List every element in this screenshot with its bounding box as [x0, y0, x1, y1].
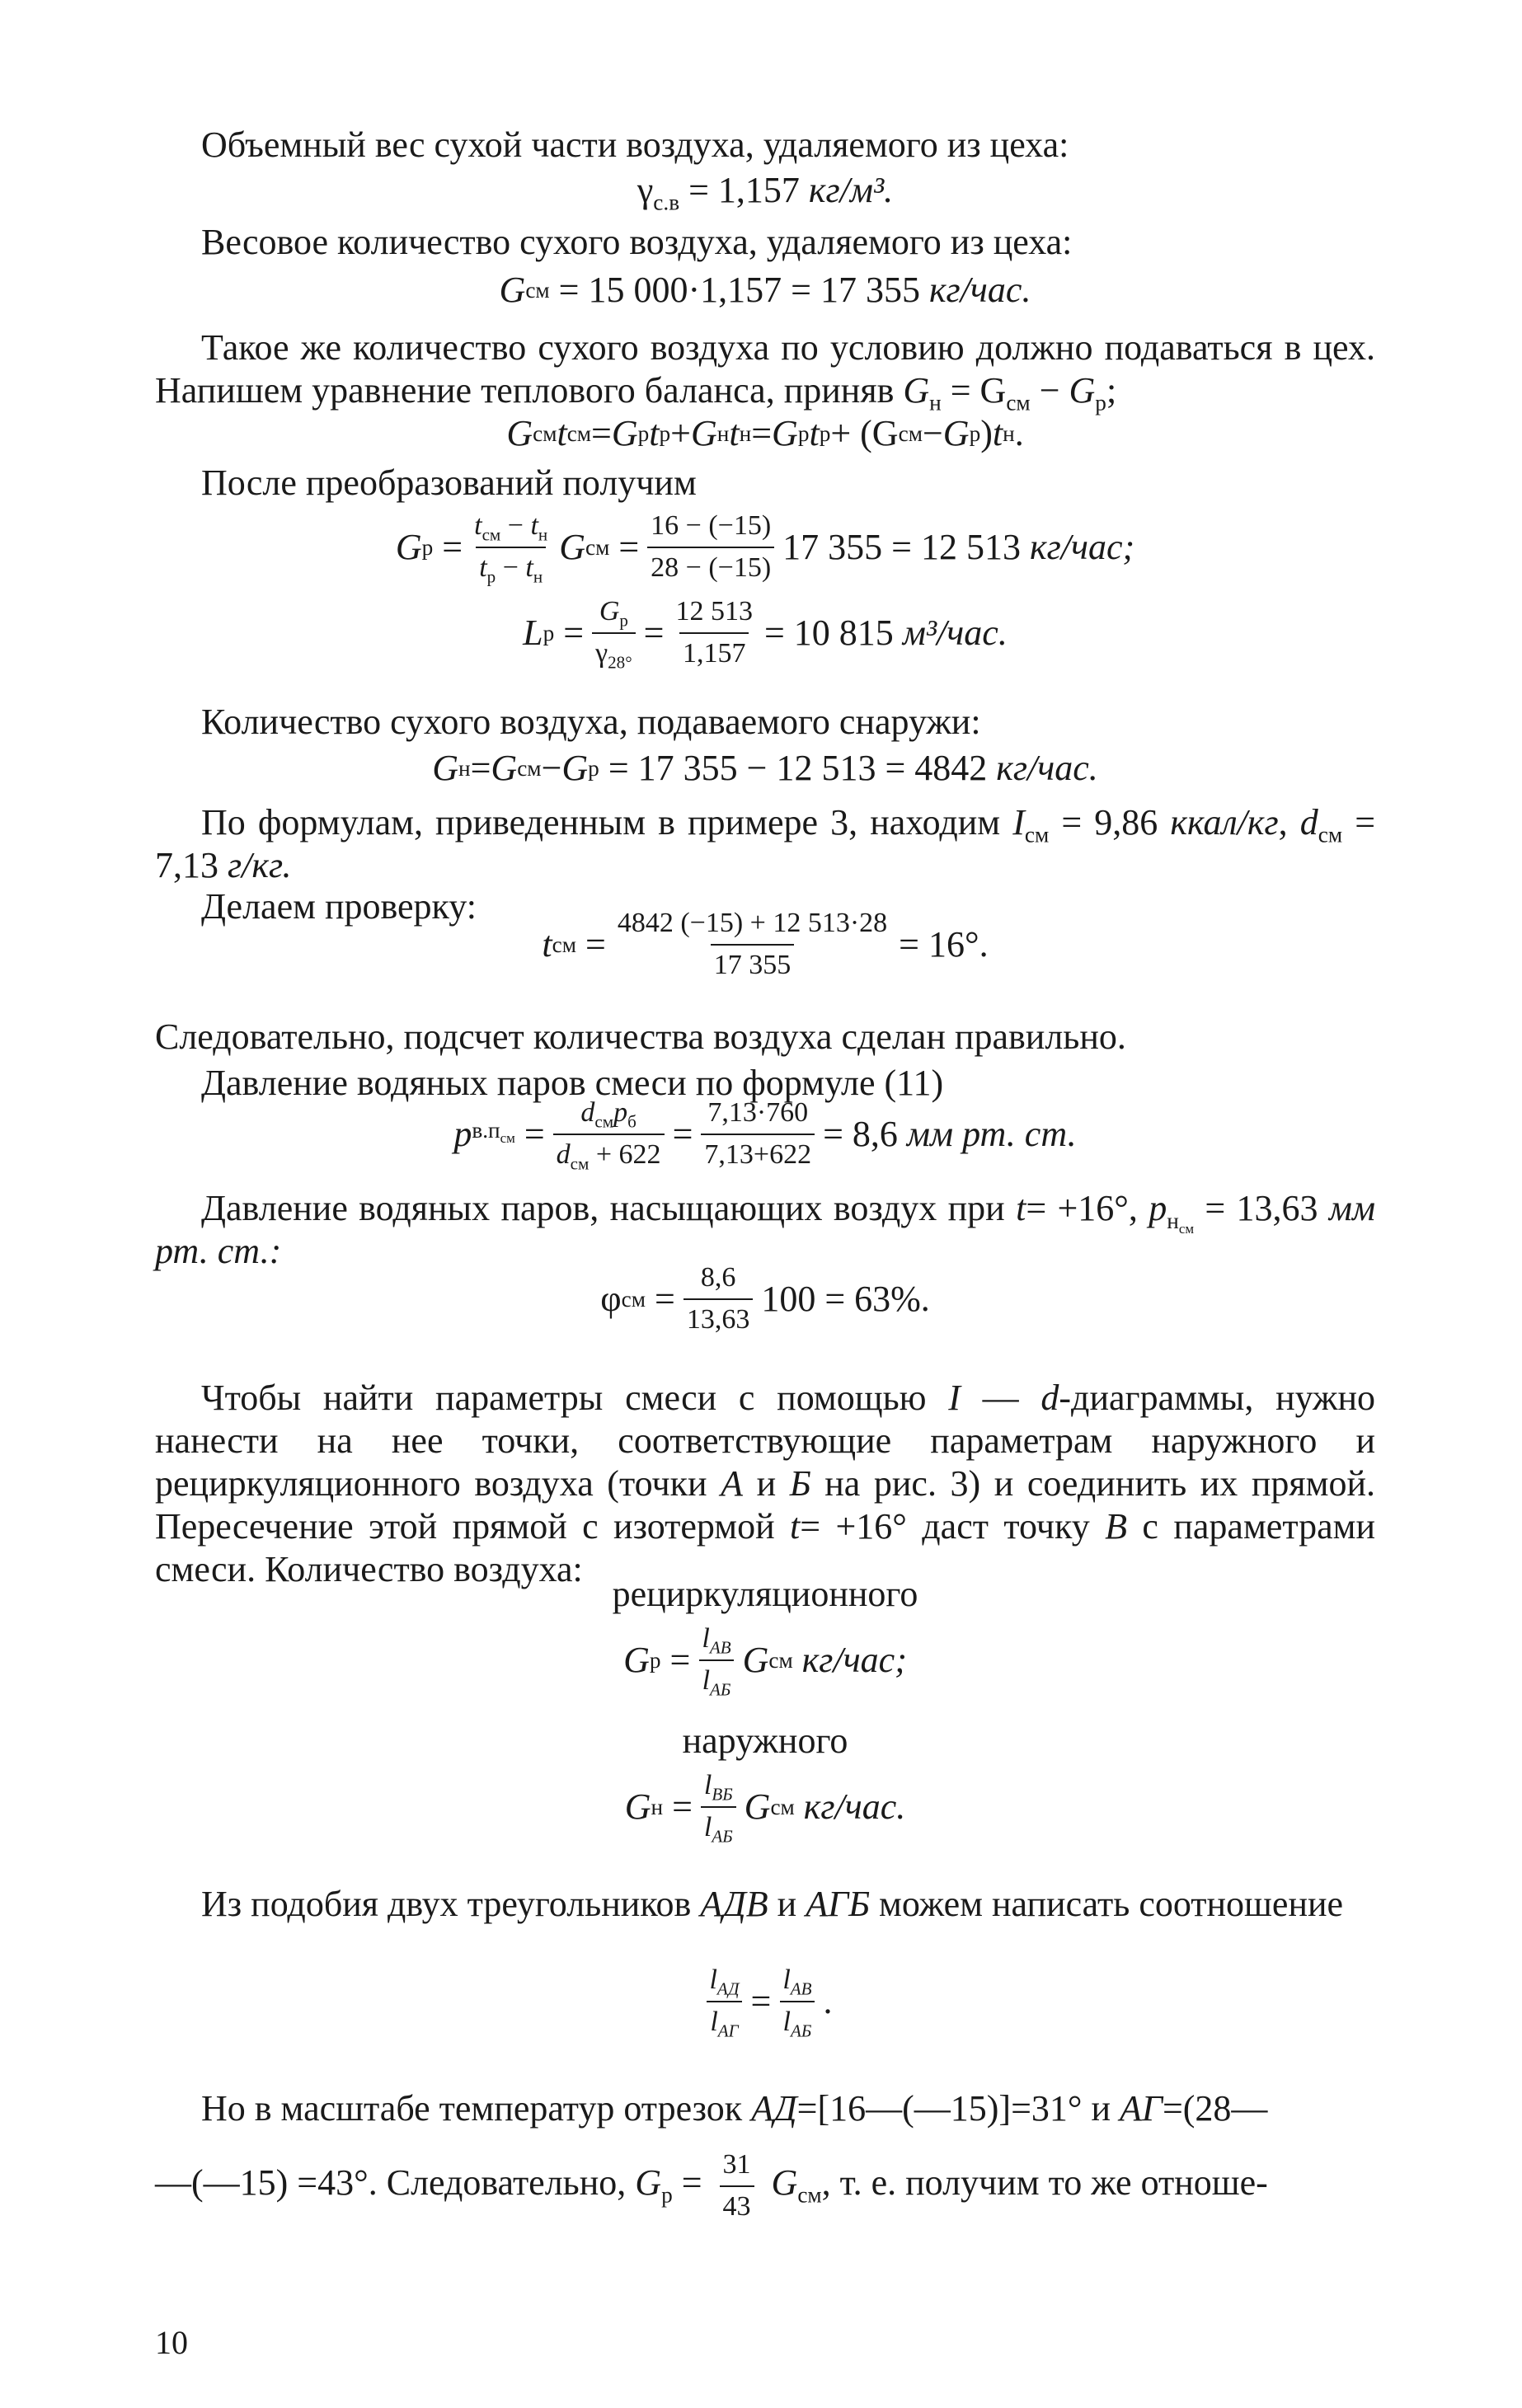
paragraph-6: По формулам, приведенным в примере 3, находим $I_{см} = 9,86$ ккал/кг, $d_{см} = 7,13$ г/кг.: [155, 802, 1376, 885]
lp-den: 1,157: [679, 632, 749, 671]
paragraph-13-text-a: Но в масштабе температур отрезок: [201, 2088, 743, 2129]
paragraph-11-text-d: даст точку: [922, 1505, 1090, 1547]
paragraph-13-line-2: —(—15) =43°. Следовательно, $G_р$ = $\frac{31}{43}$ $G_{см}$, т. е. получим то же отноше-: [155, 2148, 1375, 2224]
gp-num1: t: [474, 510, 482, 541]
paragraph-12: Из подобия двух треугольников АДВ и АГБ можем написать соотношение: [201, 1884, 1344, 1924]
formula-pressure: p $в.п_{см}$ = $\frac{d_{см}p_б}{d_{см} + 622}$ = $\frac{7,13\cdot 760}{7,13+622}$ = 8,6 мм рт. ст.: [453, 1097, 1077, 1174]
gp-fraction-1: $\frac{t_{см} - t_н}{t_р - t_н}$: [474, 510, 548, 587]
paragraph-1: [155, 124, 1375, 167]
gp-unit: кг/час;: [1029, 526, 1135, 567]
formula-heat-balance: G см t см = G р t р + G н t н = G р t р + (G см − G р ) t н .: [506, 413, 1024, 453]
p-sat-unit: мм рт. ст.:: [155, 1188, 1376, 1271]
similarity-fraction-1: $\frac{l_{АД}}{l_{АГ}}$: [706, 1964, 742, 2040]
gp-num2: 16 − (−15): [651, 510, 772, 541]
paragraph-13-text-c: т. е. получим то же отноше-: [839, 2162, 1268, 2203]
formula-gp-ratio: G р = $\frac{l_{АВ}}{l_{АБ}}$ G см кг/час;: [623, 1623, 907, 1700]
check-den: 17 355: [711, 944, 795, 983]
label-outer-text: наружного: [682, 1720, 848, 1761]
label-recirculation-text: рециркуляционного: [612, 1574, 918, 1614]
paragraph-6-text: По формулам, приведенным в примере 3, находим: [201, 802, 1001, 843]
paragraph-5: [155, 701, 1375, 744]
isum-value: = 9,86: [1061, 802, 1158, 843]
p-result: = 8,6: [823, 1113, 898, 1154]
gp-result: 17 355 = 12 513: [782, 526, 1021, 567]
ad-value: =[16—(—15)]=31° и: [796, 2088, 1111, 2129]
gsm-unit: кг/час.: [928, 270, 1031, 310]
phi-num: 8,6: [700, 1262, 736, 1293]
formula-gn: G н = G см − G р = 17 355 − 12 513 = 4842 кг/час.: [432, 748, 1098, 788]
paragraph-4-text: После преобразований получим: [201, 462, 697, 503]
paragraph-7-text: Делаем проверку:: [201, 886, 477, 927]
lp-num: 12 513: [675, 596, 753, 627]
formula-check: t см = $\frac{4842 (-15) + 12 513\cdot 28}{17 355}$ = 16°.: [155, 907, 1375, 983]
p-temp: = +16°,: [1026, 1188, 1138, 1228]
p-unit: мм рт. ст.: [906, 1113, 1077, 1154]
paragraph-11-text-e: с параметрами смеси. Количество воздуха:: [155, 1505, 1376, 1589]
phi-result: 100 = 63%.: [761, 1278, 930, 1319]
dsum-value: = 7,13: [155, 802, 1376, 885]
paragraph-10-text: Давление водяных паров, насыщающих воздух при: [201, 1188, 1005, 1228]
formula-gsm: G см = 15 000·1,157 = 17 355 кг/час.: [499, 270, 1031, 310]
lp-unit: м³/час.: [902, 612, 1008, 653]
paragraph-8: [155, 1016, 1375, 1058]
gn-result: = 17 355 − 12 513 = 4842: [608, 748, 988, 788]
formula-gn-ratio: G н = $\frac{l_{ВБ}}{l_{АБ}}$ G см кг/час.: [624, 1770, 906, 1847]
paragraph-5-text: Количество сухого воздуха, подаваемого снаружи:: [201, 702, 981, 742]
paragraph-11-text-a: Чтобы найти параметры смеси с помощью: [201, 1378, 927, 1418]
paragraph-1-text: Объемный вес сухой части воздуха, удаляемого из цеха:: [201, 124, 1069, 165]
gamma-value: = 1,157: [688, 170, 800, 210]
check-num: 4842 (−15) + 12 513·28: [617, 908, 888, 938]
paragraph-8-text: Следовательно, подсчет количества воздуха сделан правильно.: [155, 1016, 1126, 1057]
gn-ratio-unit: кг/час.: [803, 1786, 906, 1827]
p-den2: 7,13+622: [701, 1134, 815, 1172]
formula-phi: φ см = $\frac{8,6}{13,63}$ 100 = 63%.: [155, 1261, 1375, 1337]
gn-ratio-fraction: $\frac{l_{ВБ}}{l_{АБ}}$: [701, 1769, 736, 1845]
label-recirculation: [155, 1573, 1375, 1616]
paragraph-11: Чтобы найти параметры смеси с помощью I — d-диаграммы, нужно нанести на нее точки, соответствующие параметрам наружного и рециркуляционного воздуха (точки А и Б на рис. 3) и соединить их прямой. Пересечение этой прямой с изотермой t= +16° даст точку В с параметрами смеси. Количество воздуха:: [155, 1378, 1376, 1589]
paragraph-2: [155, 221, 1375, 264]
paragraph-11-text-b: -диаграммы, нужно нанести на нее точки, соответствующие параметрам наружного и рециркуляционного воздуха (точки: [155, 1378, 1375, 1504]
paragraph-10: Давление водяных паров, насыщающих воздух при t= +16°, $p_{н_{см}} = 13,63$ мм рт. ст.:: [155, 1188, 1376, 1271]
paragraph-3: Такое же количество сухого воздуха по условию должно подаваться в цех. Напишем уравнение теплового баланса, приняв $G_н = G_{см} - G_р$;: [155, 327, 1375, 415]
isum-unit: ккал/кг: [1170, 802, 1279, 843]
balance-rhs: (G: [860, 413, 899, 453]
phi-den: 13,63: [683, 1298, 754, 1337]
p-sat: = 13,63: [1205, 1188, 1318, 1228]
gn-unit: кг/час.: [996, 748, 1098, 788]
paragraph-2-text: Весовое количество сухого воздуха, удаляемого из цеха:: [201, 222, 1073, 262]
ag-value: =(28—: [1162, 2088, 1268, 2129]
gamma-unit: кг/м³.: [808, 170, 894, 210]
formula-similarity: $\frac{l_{АД}}{l_{АГ}}$ = $\frac{l_{АВ}}{l_{АБ}}$ .: [155, 1964, 1375, 2040]
gp-den2: 28 − (−15): [647, 547, 774, 585]
formula-gp: G р = $\frac{t_{см} - t_н}{t_р - t_н}$ G см = $\frac{16 - (-15)}{28 - (-15)}$ 17 355 = 12 513 кг/час;: [395, 510, 1135, 587]
pressure-fraction-1: $\frac{d_{см}p_б}{d_{см} + 622}$: [553, 1096, 665, 1172]
paragraph-3-text: Такое же количество сухого воздуха по условию должно подаваться в цех. Напишем уравнение теплового баланса, приняв: [155, 327, 1375, 411]
paragraph-9-text: Давление водяных паров смеси по формуле (11): [201, 1063, 944, 1103]
p-num2: 7,13·760: [707, 1097, 809, 1128]
paragraph-13-text-b: Следовательно,: [386, 2162, 627, 2203]
label-outer: [155, 1720, 1375, 1763]
frac-43: 43: [720, 2185, 754, 2224]
frac-31: 31: [722, 2149, 751, 2180]
ag-continuation: —(—15) =43°.: [155, 2162, 378, 2203]
gp-ratio-fraction: $\frac{l_{АВ}}{l_{АБ}}$: [698, 1622, 734, 1698]
gp-fraction-2: [647, 509, 774, 585]
pressure-fraction-2: [701, 1096, 815, 1172]
ratio-31-43-fraction: [720, 2148, 754, 2224]
lp-result: = 10 815: [763, 612, 894, 653]
paragraph-4: [155, 462, 1375, 505]
check-fraction: [614, 907, 890, 983]
phi-fraction: [683, 1261, 754, 1337]
paragraph-13-line-1: Но в масштабе температур отрезок АД=[16—(—15)]=31° и АГ=(28—: [201, 2088, 1268, 2129]
gn-def: = G: [950, 369, 1007, 411]
gp-ratio-unit: кг/час;: [801, 1639, 907, 1680]
paragraph-12-text-b: можем написать соотношение: [879, 1884, 1344, 1924]
formula-lp: L р = $\frac{G_р}{\gamma_{28^\circ}}$ = $\frac{12 513}{1,157}$ = 10 815 м³/час.: [523, 596, 1008, 673]
paragraph-11-text-c: на рис. 3) и соединить их прямой. Пересечение этой прямой с изотермой: [155, 1462, 1376, 1547]
formula-gamma: $\gamma_{с.в}$ = 1,157 кг/м³.: [637, 170, 894, 215]
p-den1: + 622: [595, 1138, 661, 1170]
page-number: 10: [155, 2324, 188, 2361]
lp-fraction-1: $\frac{G_р}{\gamma_{28^\circ}}$: [592, 595, 636, 671]
gsm-expression: = 15 000·1,157 = 17 355: [558, 270, 920, 310]
check-result: = 16°.: [899, 923, 989, 965]
dsum-unit: г/кг.: [228, 844, 292, 885]
lp-fraction-2: [672, 595, 756, 671]
similarity-fraction-2: $\frac{l_{АВ}}{l_{АБ}}$: [779, 1964, 815, 2040]
paragraph-12-text-a: Из подобия двух треугольников: [201, 1884, 692, 1924]
